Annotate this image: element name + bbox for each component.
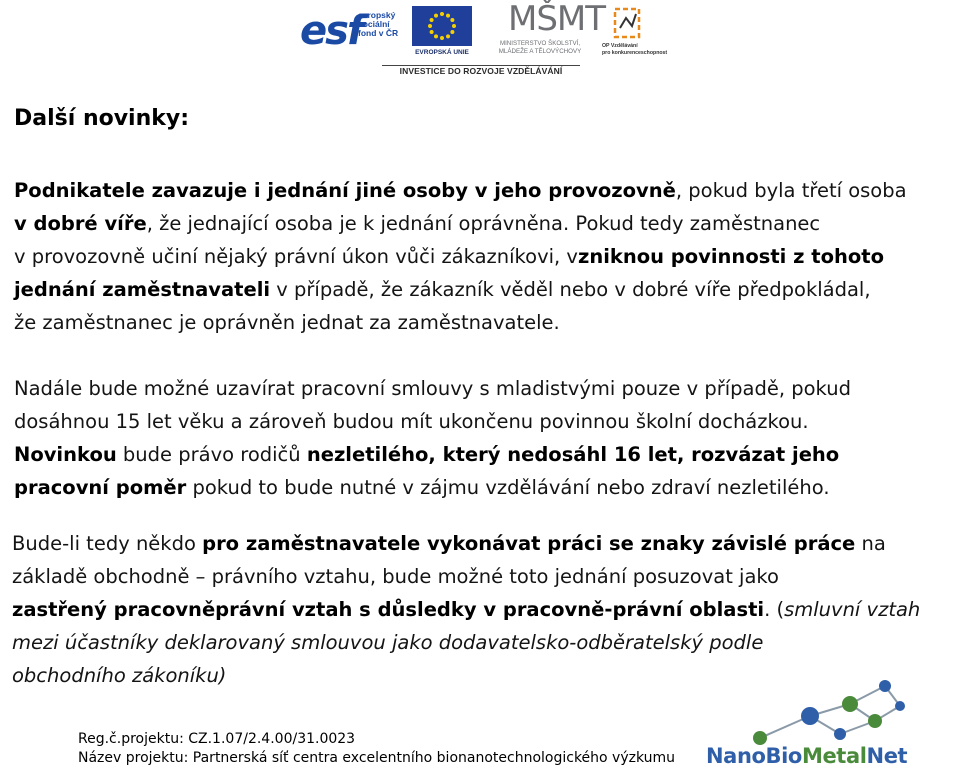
eu-logo	[408, 6, 476, 58]
footer-project-info	[78, 730, 675, 768]
bold-text: pro zaměstnavatele vykonávat práci se znaky závislé práce	[202, 532, 856, 555]
italic-text: mezi účastníky deklarovaný smlouvou jako dodavatelsko-odběratelský podle	[12, 631, 764, 654]
italic-text: obchodního zákoníku)	[12, 664, 227, 687]
op-vk-icon	[612, 6, 642, 40]
msmt-mark: MŠMT	[508, 0, 606, 39]
esf-mark: esf	[300, 8, 363, 54]
network-globe-icon	[700, 676, 950, 748]
msmt-logo	[480, 0, 606, 60]
nanobiometalnet-wordmark	[706, 744, 907, 768]
op-line: pro konkurenceschopnost	[602, 49, 668, 56]
bold-text: Novinkou	[14, 443, 117, 466]
text-line	[12, 626, 948, 659]
header-logo-band	[298, 2, 668, 78]
bold-text: Podnikatele zavazuje i jednání jiné osoby v jeho provozovně	[14, 179, 676, 202]
text-run: pokud to bude nutné v zájmu vzdělávání nebo zdraví nezletilého.	[186, 476, 830, 499]
text-line: základě obchodně – právního vztahu, bude možné toto jednání posuzovat jako	[12, 565, 779, 588]
text-run: . (	[764, 598, 785, 621]
nanobiometalnet-logo	[700, 676, 950, 770]
bold-text: nezletilého, který nedosáhl 16 let, rozvázat jeho	[306, 443, 840, 466]
text-line	[14, 471, 944, 504]
text-run: v provozovně učiní nějaký právní úkon vůči zákazníkovi, v	[14, 245, 578, 268]
esf-line: fond v ČR	[358, 28, 399, 38]
text-run: , pokud byla třetí osoba	[675, 179, 907, 202]
op-vk-logo	[602, 6, 668, 60]
op-vk-label	[602, 43, 674, 56]
italic-text: smluvní vztah	[784, 598, 921, 621]
msmt-label	[480, 40, 600, 55]
text-line: dosáhnou 15 let věku a zároveň budou mít ukončenu povinnou školní docházkou.	[14, 410, 809, 433]
bold-text: v dobré víře	[14, 212, 147, 235]
bold-text: zniknou povinnosti z tohoto	[577, 245, 884, 268]
eu-flag-icon	[412, 6, 472, 46]
text-run: v případě, že zákazník věděl nebo v dobré víře předpokládal,	[270, 278, 871, 301]
page-title: Další novinky:	[14, 106, 190, 131]
paragraph-mladistvi	[14, 372, 944, 504]
eu-stars-icon	[412, 6, 472, 46]
text-run: , že jednající osoba je k jednání oprávněna. Pokud tedy zaměstnanec	[146, 212, 821, 235]
wordmark-part: Bio	[765, 744, 802, 768]
text-line	[12, 527, 948, 560]
wordmark-part: Net	[866, 744, 908, 768]
paragraph-zastreny-vztah	[12, 527, 948, 692]
project-reg-number: Reg.č.projektu: CZ.1.07/2.4.00/31.0023	[78, 731, 356, 747]
bold-text: jednání zaměstnavateli	[14, 278, 271, 301]
text-run: Bude-li tedy někdo	[12, 532, 203, 555]
investice-tagline: INVESTICE DO ROZVOJE VZDĚLÁVÁNÍ	[382, 65, 580, 77]
wordmark-part: Nano	[706, 744, 766, 768]
text-line	[14, 174, 944, 207]
op-line: OP Vzdělávání	[602, 43, 638, 49]
text-line	[14, 207, 944, 240]
text-line	[14, 240, 944, 273]
text-line: že zaměstnanec je oprávněn jednat za zaměstnavatele.	[14, 311, 560, 334]
esf-line: evropský	[358, 10, 396, 20]
bold-text: pracovní poměr	[14, 476, 187, 499]
text-run: na	[855, 532, 886, 555]
bold-text: zastřený pracovněprávní vztah s důsledky v pracovně-právní oblasti	[12, 598, 765, 621]
paragraph-provozovna	[14, 174, 944, 339]
esf-line: sociální	[358, 19, 390, 29]
text-line	[14, 273, 944, 306]
text-line	[12, 593, 948, 626]
text-run: bude právo rodičů	[116, 443, 307, 466]
esf-text	[358, 11, 408, 38]
text-line: Nadále bude možné uzavírat pracovní smlouvy s mladistvými pouze v případě, pokud	[14, 377, 851, 400]
msmt-line: MLÁDEŽE A TĚLOVÝCHOVY	[498, 47, 582, 55]
text-line	[14, 438, 944, 471]
eu-label: EVROPSKÁ UNIE	[415, 49, 469, 56]
esf-logo	[298, 5, 406, 57]
wordmark-part: Metal	[801, 744, 867, 768]
msmt-line: MINISTERSTVO ŠKOLSTVÍ,	[499, 40, 581, 47]
project-name: Název projektu: Partnerská síť centra excelentního bionanotechnologického výzkumu	[78, 750, 676, 766]
